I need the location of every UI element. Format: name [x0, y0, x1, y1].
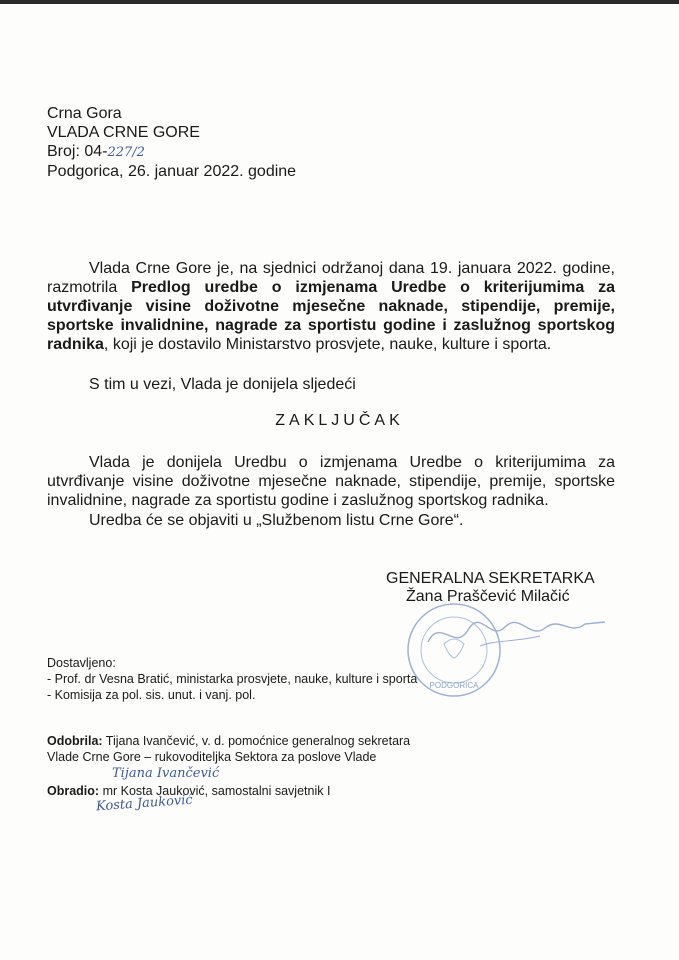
conclusion-title: ZAKLJUČAK [275, 412, 404, 429]
intro-text-after: , koji je dostavilo Ministarstvo prosvjete, nauke, kulture i sporta. [103, 336, 552, 353]
approved-label: Odobrila: [47, 734, 103, 748]
handwritten-number: 227/2 [107, 145, 145, 160]
processed-label: Obradio: [47, 784, 100, 798]
general-secretary-signature [420, 612, 610, 662]
conclusion-paragraph: Vlada je donijela Uredbu o izmjenama Uredbe o kriterijumima za utvrđivanje visine doživotne mjesečne naknade, stipendije, premije, sportske invalidnine, nagrade za sportistu godine i zaslužnog sportskog radnika. [47, 454, 615, 509]
distribution-block [47, 655, 417, 703]
distribution-item: - Komisija za pol. sis. unut. i vanj. pol. [47, 688, 256, 702]
number-label: Broj: 04- [47, 143, 108, 160]
place-date: Podgorica, 26. januar 2022. godine [47, 163, 297, 180]
country-name: Crna Gora [47, 105, 122, 122]
document-number [47, 142, 296, 162]
approved-by-role: Vlade Crne Gore – rukovoditeljka Sektora za poslove Vlade [47, 750, 377, 764]
signatory-name: Žana Praščević Milačić [406, 588, 570, 605]
government-name: VLADA CRNE GORE [47, 124, 200, 141]
author-handwritten-signature: Kosta Jauković [95, 792, 194, 815]
intro-paragraph [47, 259, 615, 354]
publication-paragraph: Uredba će se objaviti u „Službenom listu Crne Gore“. [89, 512, 464, 529]
approver-handwritten-signature: Tijana Ivančević [112, 766, 220, 781]
regulation-title: Predlog uredbe o izmjenama Uredbe o kriterijumima za utvrđivanje visine doživotne mjesečne naknade, stipendije, premije, sportske invalidnine, nagrade za sportistu godine i zaslužnog sportskog radnika [47, 279, 615, 353]
distribution-label: Dostavljeno: [47, 656, 116, 670]
stamp-city: PODGORICA [429, 681, 479, 690]
processed-by: mr Kosta Jauković, samostalni savjetnik I [99, 784, 331, 798]
document-header [47, 104, 296, 181]
conclusion-intro: S tim u vezi, Vlada je donijela sljedeći [89, 376, 356, 393]
approved-block [47, 733, 410, 765]
signatory-role: GENERALNA SEKRETARKA [386, 570, 595, 587]
approved-by: Tijana Ivančević, v. d. pomoćnice generalnog sekretara [102, 734, 411, 748]
distribution-item: - Prof. dr Vesna Bratić, ministarka prosvjete, nauke, kulture i sporta [47, 672, 418, 686]
scan-top-edge [0, 0, 679, 4]
intro-text-before: Vlada Crne Gore je, na sjednici održanoj dana 19. januara 2022. godine, razmotrila [47, 260, 615, 296]
